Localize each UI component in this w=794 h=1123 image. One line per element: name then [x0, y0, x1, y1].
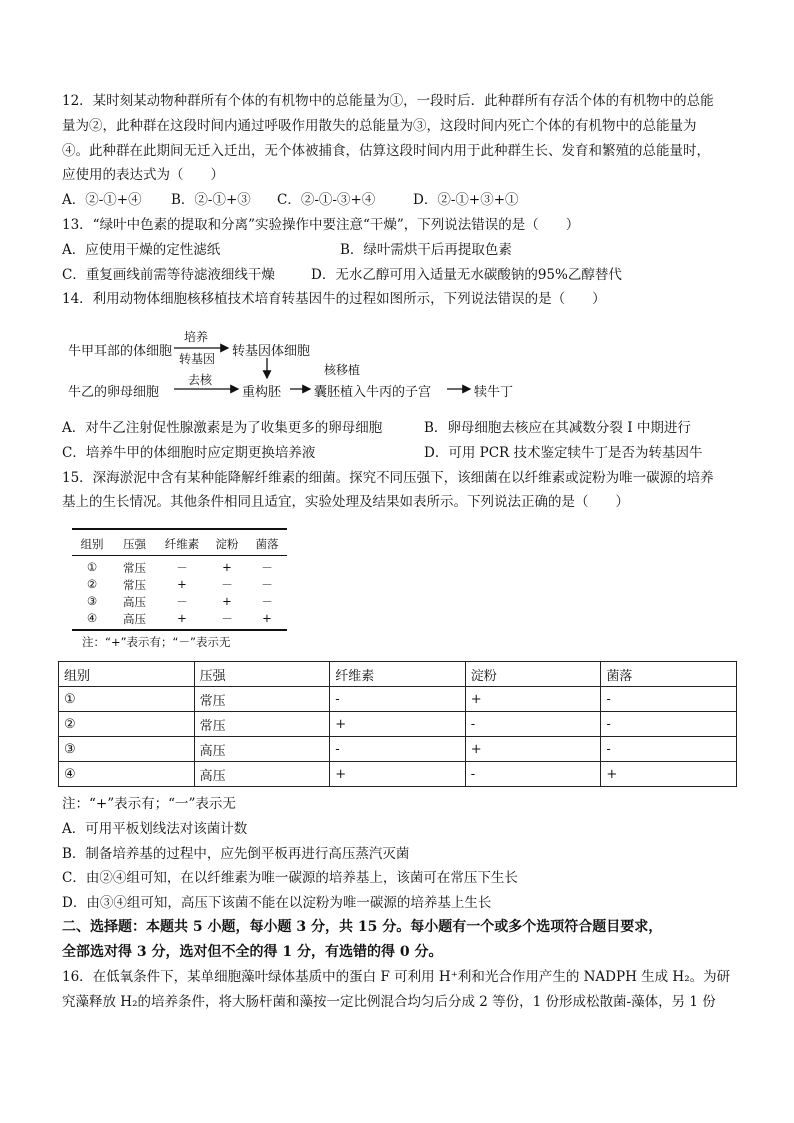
scan-cell: ④ [86, 611, 98, 625]
q13-option-d: D．无水乙醇可用入适量无水碳酸钠的95%乙醇替代 [311, 267, 622, 283]
section2-heading-line-1: 二、选择题：本题共 5 小题，每小题 3 分，共 15 分。每小题有一个或多个选项符合题目要求， [62, 919, 663, 935]
scan-cell: 常压 [123, 561, 146, 575]
scan-row [72, 577, 287, 592]
q15-stem-line-2: 基上的生长情况。其他条件相同且适宜，实验处理及结果如表所示。下列说法正确的是（ ） [62, 494, 629, 510]
table-cell: + [465, 737, 601, 762]
q12-option-d: D．②-①+③+① [413, 192, 519, 208]
table-row [59, 687, 737, 712]
q12-option-a: A．②-①+④ [62, 192, 142, 208]
q15-stem-line-1: 15．深海淤泥中含有某种能降解纤维素的细菌。探究不同压强下，该细菌在以纤维素或淀粉为唯一碳源的培养 [62, 470, 714, 486]
table-cell: - [465, 762, 601, 787]
table-cell: + [465, 687, 601, 712]
header-group: 组别 [59, 662, 195, 687]
diagram-cell-a: 牛甲耳部的体细胞 [68, 344, 173, 359]
table-cell: ① [59, 687, 195, 712]
scan-cell: － [176, 561, 188, 575]
q12-line-4: 应使用的表达式为（ ） [62, 167, 224, 183]
scan-cell: ① [86, 560, 98, 574]
diagram-enucleate-label: 去核 [188, 373, 213, 387]
diagram-embryo: 重构胚 [242, 385, 282, 400]
scan-header-starch: 淀粉 [215, 537, 239, 551]
q12-line-1: 12．某时刻某动物种群所有个体的有机物中的总能量为①，一段时后．此种群所有存活个体的有机物中的总能 [62, 93, 714, 109]
table-cell: + [330, 762, 466, 787]
q15-scanned-table [72, 528, 287, 653]
table-row [59, 712, 737, 737]
scan-cell: 高压 [123, 595, 146, 609]
table-cell: - [330, 737, 466, 762]
scan-cell: － [221, 612, 233, 626]
scan-header-group: 组别 [80, 537, 104, 551]
header-colony: 菌落 [601, 662, 737, 687]
table-cell: - [601, 712, 737, 737]
scan-cell: － [261, 578, 273, 592]
q15-option-d: D．由③④组可知，高压下该菌不能在以淀粉为唯一碳源的培养基上生长 [62, 895, 492, 911]
table-cell: 常压 [194, 712, 330, 737]
diagram-cell-c: 牛乙的卵母细胞 [68, 385, 160, 400]
q14-nuclear-transfer-diagram [62, 328, 532, 404]
q13-stem: 13．“绿叶中色素的提取和分离”实验操作中要注意“干燥”，下列说法错误的是（ ） [62, 217, 580, 233]
table-cell: ③ [59, 737, 195, 762]
header-pressure: 压强 [194, 662, 330, 687]
scan-header-cellulose: 纤维素 [164, 537, 200, 551]
table-row [59, 762, 737, 787]
scan-cell: + [222, 594, 232, 608]
q14-option-d: D．可用 PCR 技术鉴定犊牛丁是否为转基因牛 [424, 445, 703, 461]
scan-row [72, 560, 287, 575]
scan-cell: － [221, 578, 233, 592]
scan-cell: － [176, 595, 188, 609]
table-cell: - [601, 737, 737, 762]
diagram-arrows [62, 328, 532, 404]
q12-option-b: B．②-①+③ [171, 192, 251, 208]
section2-heading-line-2: 全部选对得 3 分，选对但不全的得 1 分，有选错的得 0 分。 [62, 944, 443, 960]
scan-row [72, 594, 287, 609]
table-row [59, 737, 737, 762]
q12-line-2: 量为②，此种群在这段时间内通过呼吸作用散失的总能量为③，这段时间内死亡个体的有机物中的总能量为 [62, 118, 697, 134]
table-cell: - [330, 687, 466, 712]
q15-results-table [58, 661, 737, 787]
diagram-cell-b: 转基因体细胞 [232, 344, 311, 359]
table-cell: - [601, 687, 737, 712]
table-cell: 高压 [194, 762, 330, 787]
q15-table-note: 注：“+”表示有；“一”表示无 [62, 796, 236, 812]
table-cell: + [601, 762, 737, 787]
scan-cell: + [222, 560, 232, 574]
header-starch: 淀粉 [465, 662, 601, 687]
diagram-arrow-top-label: 培养 [184, 330, 209, 344]
scan-cell: + [177, 611, 187, 625]
q15-option-c: C．由②④组可知，在以纤维素为唯一碳源的培养基上，该菌可在常压下生长 [62, 870, 518, 886]
scan-cell: ③ [86, 594, 98, 608]
table-cell: ② [59, 712, 195, 737]
diagram-result: 犊牛丁 [474, 385, 514, 400]
table-cell: + [330, 712, 466, 737]
scan-cell: － [261, 595, 273, 609]
diagram-transfer: 囊胚植入牛丙的子宫 [314, 385, 432, 400]
scan-cell: 常压 [123, 578, 146, 592]
q15-option-a: A．可用平板划线法对该菌计数 [62, 821, 248, 837]
diagram-nt-label: 核移植 [324, 363, 361, 377]
header-cellulose: 纤维素 [330, 662, 466, 687]
q14-option-b: B．卵母细胞去核应在其减数分裂 I 中期进行 [424, 420, 691, 436]
q16-line-1: 16．在低氧条件下，某单细胞藻叶绿体基质中的蛋白 F 可利用 H⁺利和光合作用产生的 NADPH 生成 H₂。为研 [62, 969, 731, 985]
table-cell: 常压 [194, 687, 330, 712]
table-cell: 高压 [194, 737, 330, 762]
scan-cell: ② [86, 577, 98, 591]
scan-cell: + [177, 577, 187, 591]
q16-line-2: 究藻释放 H₂的培养条件，将大肠杆菌和藻按一定比例混合均匀后分成 2 等份，1 份形成松散菌-藻体，另 1 份 [62, 994, 716, 1010]
scan-row [72, 611, 287, 626]
scan-cell: 高压 [123, 612, 146, 626]
scan-header-colony: 菌落 [255, 537, 279, 551]
q12-option-c: C．②-①-③+④ [277, 192, 376, 208]
scan-cell: + [262, 611, 272, 625]
q12-line-3: ④。此种群在此期间无迁入迁出，无个体被捕食，估算这段时间内用于此种群生长、发育和繁殖的总能量时， [62, 143, 710, 159]
q14-option-c: C．培养牛甲的体细胞时应定期更换培养液 [62, 445, 316, 461]
scan-table-note: 注：“+”表示有；“－”表示无 [82, 635, 231, 649]
q13-option-b: B．绿叶需烘干后再提取色素 [340, 242, 512, 258]
q13-option-a: A．应使用干燥的定性滤纸 [62, 242, 221, 258]
table-header-row [59, 662, 737, 687]
q15-option-b: B．制备培养基的过程中，应先倒平板再进行高压蒸汽灭菌 [62, 846, 410, 862]
scan-header-pressure: 压强 [123, 537, 146, 551]
table-cell: ④ [59, 762, 195, 787]
q14-stem: 14．利用动物体细胞核移植技术培育转基因牛的过程如图所示，下列说法错误的是（ ） [62, 291, 606, 307]
q13-option-c: C．重复画线前需等待滤液细线干燥 [62, 267, 275, 283]
q14-option-a: A．对牛乙注射促性腺激素是为了收集更多的卵母细胞 [62, 420, 383, 436]
table-cell: - [465, 712, 601, 737]
scan-cell: － [261, 561, 273, 575]
diagram-arrow-bottom-label: 转基因 [179, 352, 216, 366]
